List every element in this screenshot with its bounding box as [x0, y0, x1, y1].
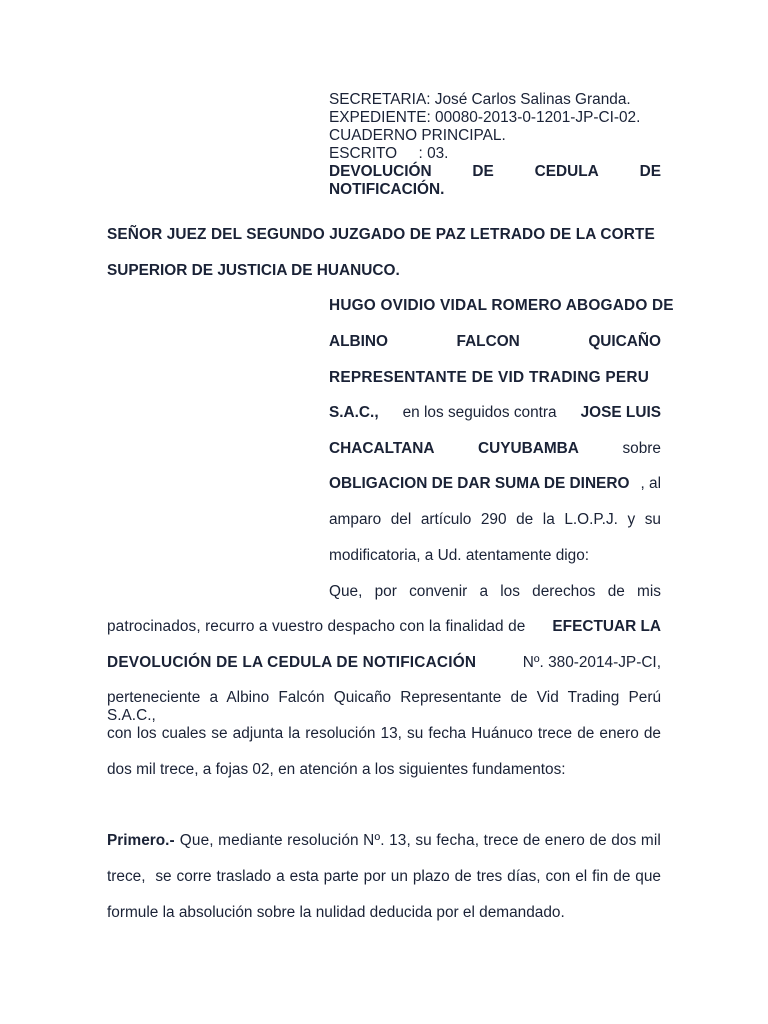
- intro-line-8: modificatoria, a Ud. atentamente digo:: [329, 547, 590, 564]
- sumilla-word: DE: [639, 163, 661, 180]
- defendant-word: CHACALTANA: [329, 440, 435, 457]
- intro-line-2: [329, 333, 661, 351]
- intro-line-3: REPRESENTANTE DE VID TRADING PERU: [329, 369, 650, 386]
- primero-line-1: [107, 832, 661, 850]
- sumilla-word: DEVOLUCIÓN: [329, 163, 432, 180]
- intro-line-4: [329, 404, 661, 422]
- intro-bold: S.A.C.,: [329, 404, 379, 421]
- sumilla-line-1: [329, 163, 661, 181]
- primero-label: Primero.-: [107, 832, 175, 849]
- intro-line-7: amparo del artículo 290 de la L.O.P.J. y su: [329, 511, 661, 528]
- body-text: patrocinados, recurro a vuestro despacho con la finalidad de: [107, 618, 526, 635]
- body-line-1: Que, por convenir a los derechos de mis: [329, 583, 661, 600]
- sumilla-word: CEDULA: [534, 163, 599, 180]
- intro-line-5: [329, 440, 661, 458]
- primero-line-3: formule la absolución sobre la nulidad deducida por el demandado.: [107, 904, 565, 921]
- addressee-line-1: [107, 226, 661, 244]
- secretaria-line: SECRETARIA: José Carlos Salinas Granda.: [329, 91, 631, 108]
- sumilla-word: DE: [472, 163, 494, 180]
- body-line-6: dos mil trece, a fojas 02, en atención a los siguientes fundamentos:: [107, 761, 566, 778]
- body-text: Nº. 380-2014-JP-CI,: [522, 654, 661, 671]
- body-text: Que, mediante resolución Nº. 13, su fecha, trece de enero de dos mil: [179, 832, 661, 849]
- addressee-text: SEÑOR JUEZ DEL SEGUNDO JUZGADO DE PAZ LETRADO DE LA CORTE: [107, 226, 655, 243]
- body-bold: EFECTUAR LA: [552, 618, 661, 635]
- body-line-4: perteneciente a Albino Falcón Quicaño Representante de Vid Trading Perú S.A.C.,: [107, 689, 661, 724]
- defendant-word: CUYUBAMBA: [478, 440, 579, 457]
- intro-text: sobre: [622, 440, 661, 457]
- body-line-3: [107, 654, 661, 672]
- intro-line-6: [329, 475, 661, 493]
- body-line-2: [107, 618, 661, 636]
- body-bold: DEVOLUCIÓN DE LA CEDULA DE NOTIFICACIÓN: [107, 654, 477, 671]
- sumilla-line-2: NOTIFICACIÓN.: [329, 181, 445, 198]
- defendant-name: JOSE LUIS: [580, 404, 661, 421]
- intro-text: en los seguidos contra: [402, 404, 557, 421]
- addressee-line-2: SUPERIOR DE JUSTICIA DE HUANUCO.: [107, 262, 400, 279]
- intro-word: FALCON: [456, 333, 520, 350]
- expediente-line: EXPEDIENTE: 00080-2013-0-1201-JP-CI-02.: [329, 109, 641, 126]
- cuaderno-line: CUADERNO PRINCIPAL.: [329, 127, 506, 144]
- escrito-line: ESCRITO : 03.: [329, 145, 449, 162]
- intro-line-1: HUGO OVIDIO VIDAL ROMERO ABOGADO DE: [329, 297, 674, 314]
- intro-word: QUICAÑO: [588, 333, 661, 350]
- primero-line-2: trece, se corre traslado a esta parte por un plazo de tres días, con el fin de que: [107, 868, 661, 885]
- body-line-5: con los cuales se adjunta la resolución 13, su fecha Huánuco trece de enero de: [107, 725, 661, 742]
- claim-title: OBLIGACION DE DAR SUMA DE DINERO: [329, 475, 630, 492]
- intro-word: ALBINO: [329, 333, 388, 350]
- intro-text: , al: [640, 475, 661, 492]
